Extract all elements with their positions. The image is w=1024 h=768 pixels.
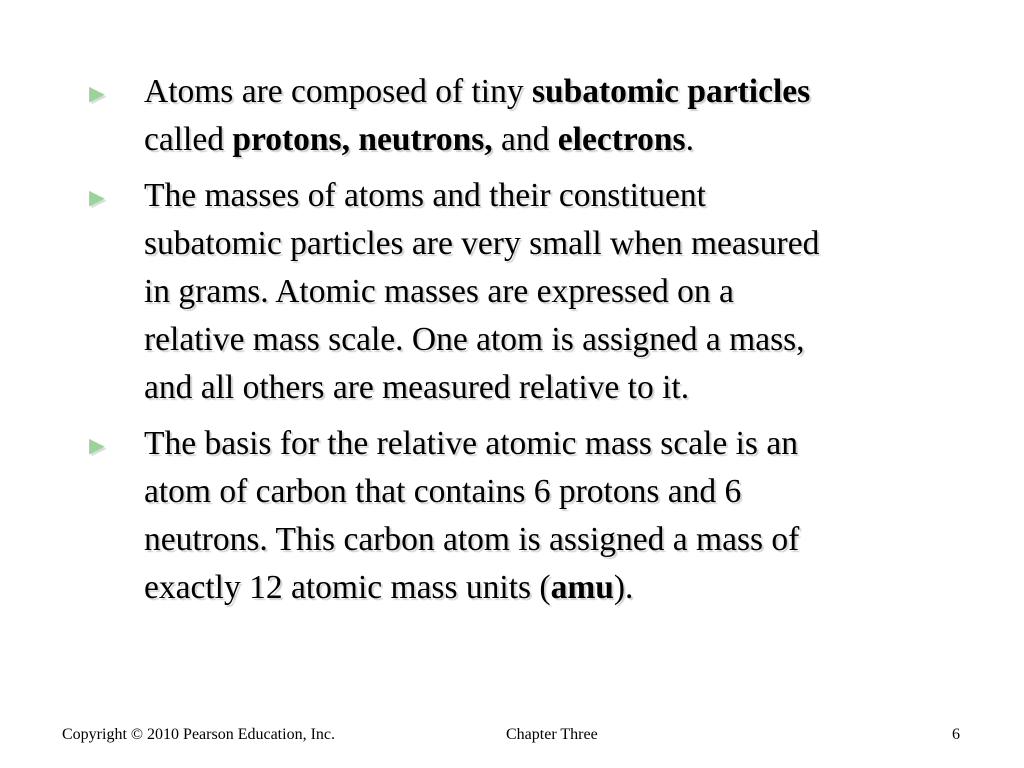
bold-term: electrons [557,121,686,158]
bullet-1-line-1 [144,68,964,116]
bullet-item-2 [84,172,964,412]
bullet-3-line-1: The basis for the relative atomic mass scale is an [144,425,798,462]
bullet-2-line-5: and all others are measured relative to it. [144,369,690,406]
bullet-2-line-4: relative mass scale. One atom is assigned a mass, [144,321,805,358]
bullet-2-line-3: in grams. Atomic masses are expressed on a [144,273,734,310]
bullet-3-line-3: neutrons. This carbon atom is assigned a mass of [144,521,800,558]
bullet-1-line-2 [144,116,964,164]
bold-term: protons, neutrons, [232,121,493,158]
bullet-arrow-icon: ► [84,79,110,108]
footer-copyright: Copyright © 2010 Pearson Education, Inc. [62,726,335,743]
text-run: called [144,121,233,158]
bold-term: amu [550,569,614,606]
footer-chapter: Chapter Three [506,726,598,743]
bullet-list [84,68,964,620]
bullet-item-1 [84,68,964,164]
bullet-3-line-2: atom of carbon that contains 6 protons and 6 [144,473,742,510]
footer-page-number: 6 [952,726,960,743]
text-run: Atoms are composed of tiny [144,73,532,110]
text-run: ). [613,569,634,606]
text-run: and [492,121,558,158]
bullet-arrow-icon: ► [84,431,110,460]
text-run: . [685,121,694,158]
bullet-2-line-1: The masses of atoms and their constituent [144,177,706,214]
bold-term: subatomic particles [531,73,811,110]
text-run: exactly 12 atomic mass units ( [144,569,551,606]
bullet-arrow-icon: ► [84,183,110,212]
bullet-3-line-4 [144,564,964,612]
bullet-item-3 [84,420,964,612]
bullet-2-line-2: subatomic particles are very small when measured [144,225,820,262]
